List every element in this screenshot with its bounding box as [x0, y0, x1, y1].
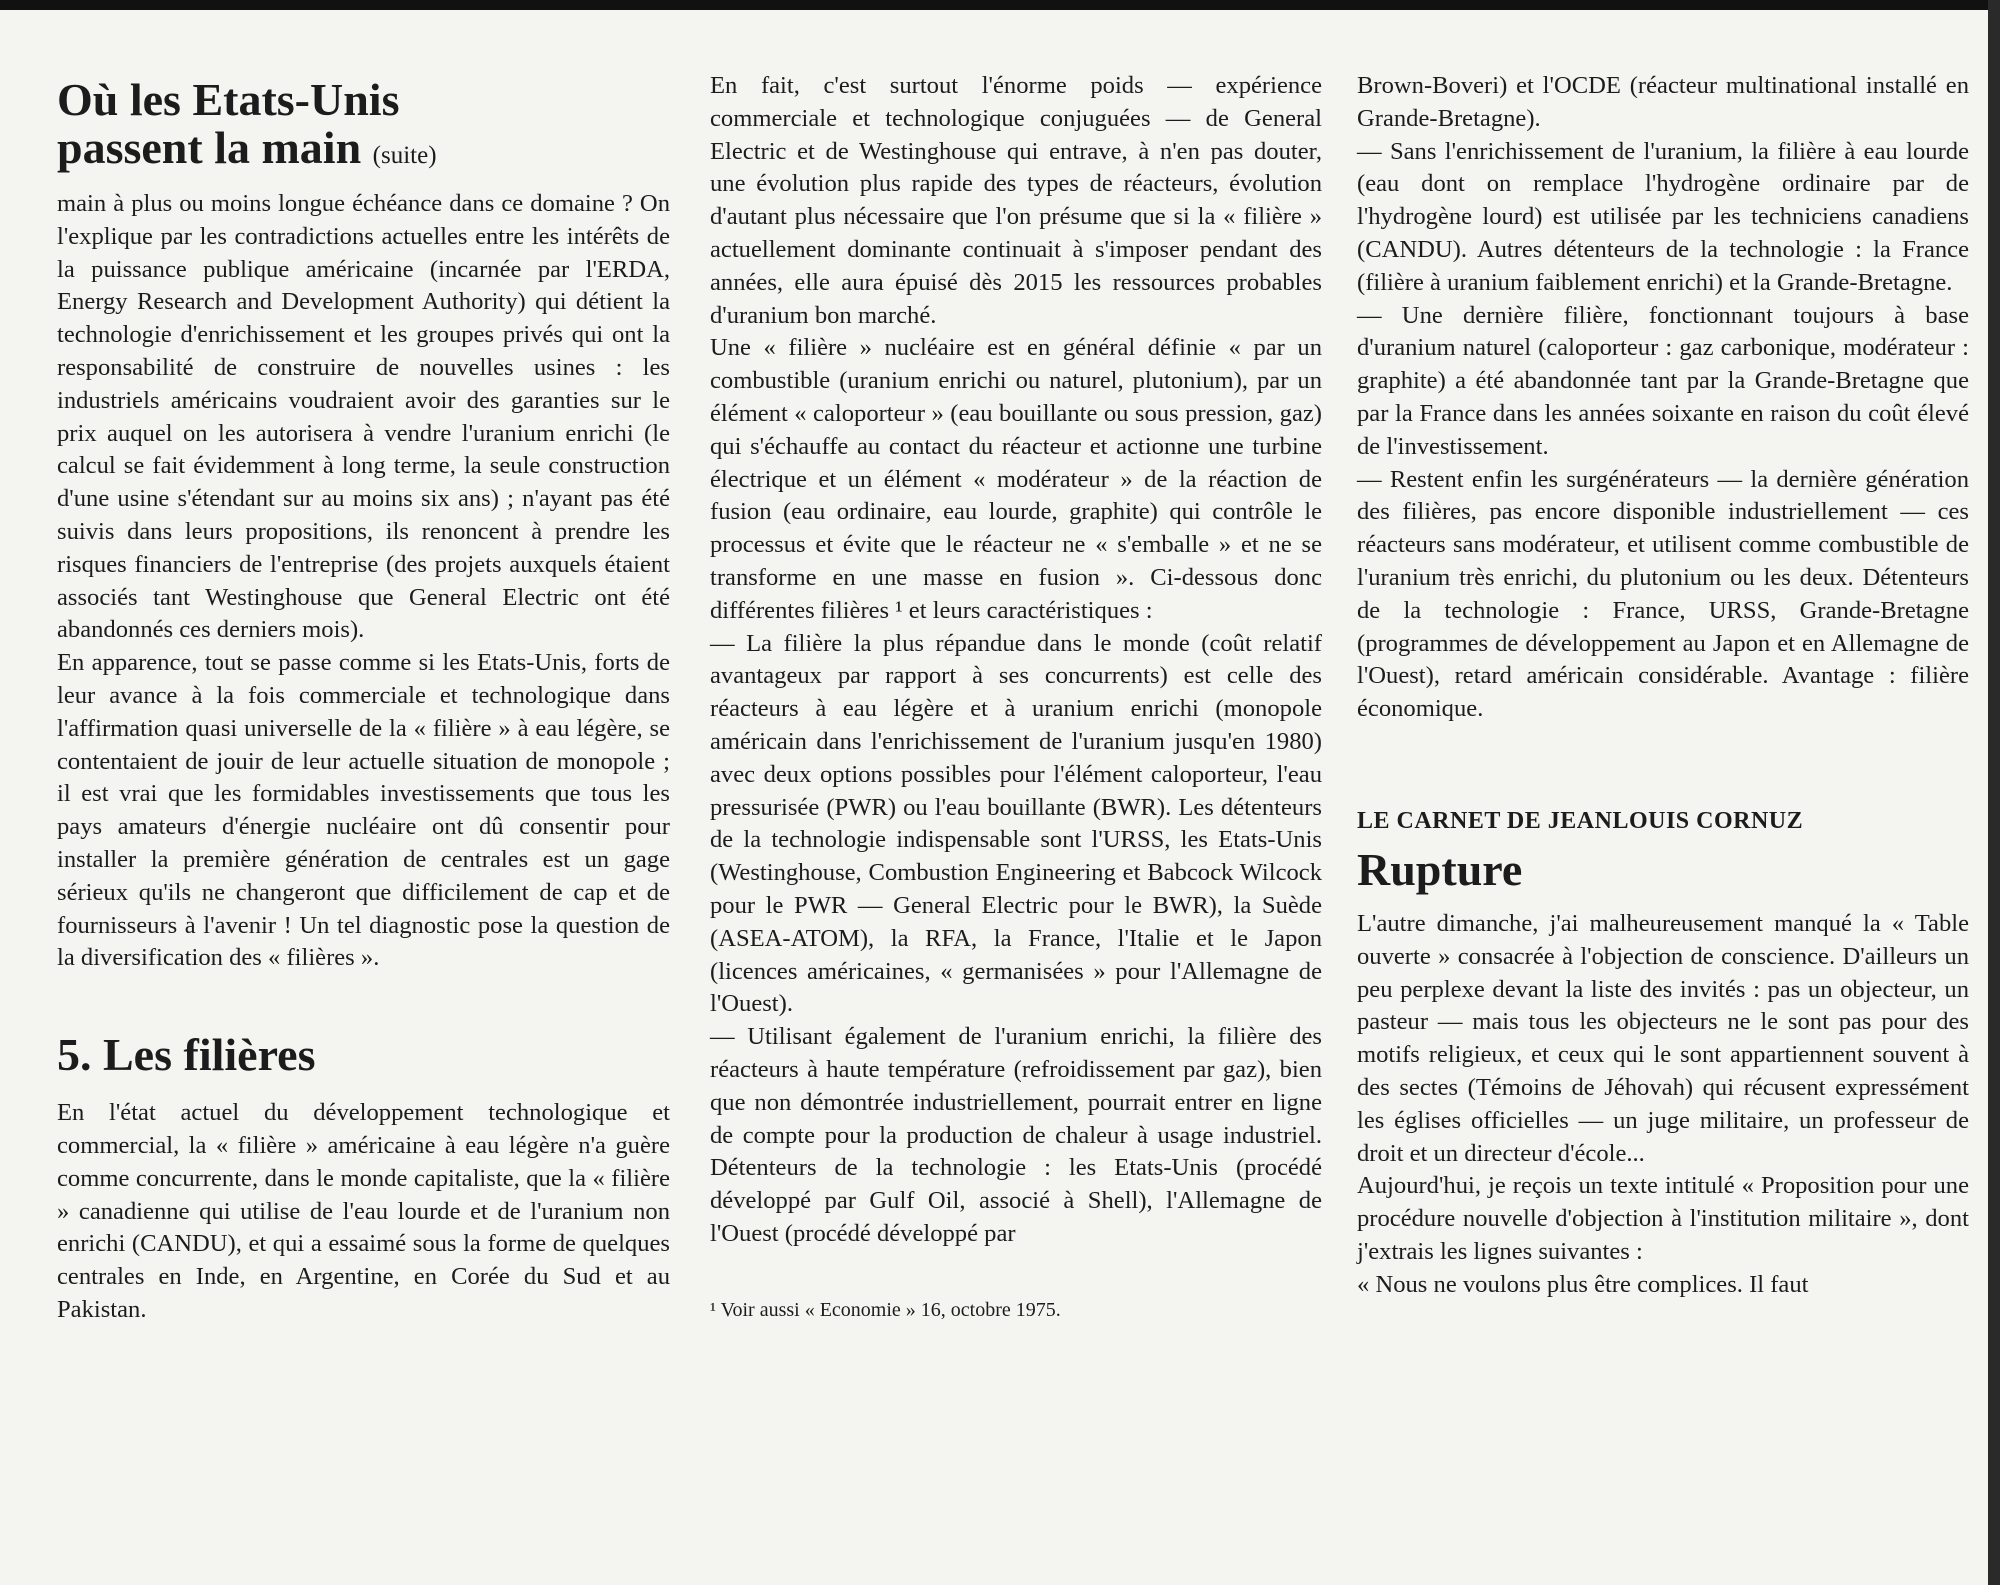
column-3: [1357, 70, 1969, 1302]
paragraph: main à plus ou moins longue échéance dans ce domaine ? On l'explique par les contradictions actuelles entre les intérêts de la puissance publique américaine (incarnée par l'ERDA, Energy Research and Development Authority) qui détient la technologie d'enrichissement et les groupes privés qui ont la responsabilité de construire de nouvelles usines : les industriels américains voudraient avoir des garanties sur le prix auquel on les autorisera à vendre l'uranium enrichi (le calcul se fait évidemment à long terme, la seule construction d'une usine s'étendant sur au moins six ans) ; n'ayant pas été suivis dans leurs propositions, ils renoncent à prendre les risques financiers de l'entreprise (des projets auxquels étaient associés tant Westinghouse que General Electric ont été abandonnés ces derniers mois).: [57, 190, 670, 644]
paragraph: Une « filière » nucléaire est en général définie « par un combustible (uranium enrichi ou naturel, plutonium), par un élément « caloporteur » (eau bouillante ou sous pression, gaz) qui s'échauffe au contact du réacteur et actionne une turbine électrique et un élément « modérateur » de la réaction de fusion (eau ordinaire, eau lourde, graphite) qui contrôle le processus et évite que le réacteur ne « s'emballe » et ne se transforme en une masse en fusion ». Ci-dessous donc différentes filières ¹ et leurs caractéristiques :: [710, 334, 1322, 624]
paragraph: — La filière la plus répandue dans le monde (coût relatif avantageux par rapport à ses concurrents) est celle des réacteurs à eau légère et à uranium enrichi (monopole américain dans l'enrichissement de l'uranium jusqu'en 1980) avec deux options possibles pour l'élément caloporteur, l'eau pressurisée (PWR) ou l'eau bouillante (BWR). Les détenteurs de la technologie indispensable sont l'URSS, les Etats-Unis (Westinghouse, Combustion Engineering et Babcock Wilcock pour le PWR — General Electric pour le BWR), la Suède (ASEA-ATOM), la RFA, la France, l'Italie et le Japon (licences américaines, « germanisées » pour l'Allemagne de l'Ouest).: [710, 629, 1322, 1018]
article-title-rupture: Rupture: [1357, 843, 1523, 895]
title-line-2: passent la main: [57, 122, 362, 173]
footnote: ¹ Voir aussi « Economie » 16, octobre 1975.: [710, 1298, 1061, 1321]
article-title: [57, 76, 670, 180]
paragraph: « Nous ne voulons plus être complices. Il faut: [1357, 1270, 1809, 1298]
column-1: [57, 70, 670, 1327]
page-edge: [1988, 0, 2000, 1585]
paragraph: Aujourd'hui, je reçois un texte intitulé « Proposition pour une procédure nouvelle d'objection à l'institution militaire », dont j'extrais les lignes suivantes :: [1357, 1172, 1969, 1265]
top-rule: [0, 0, 2000, 10]
title-line-1: Où les Etats-Unis: [57, 74, 400, 125]
paragraph: — Utilisant également de l'uranium enrichi, la filière des réacteurs à haute température (refroidissement par gaz), bien que non démontrée industriellement, pourrait entrer en ligne de compte pour la production de chaleur à usage industriel. Détenteurs de la technologie : les Etats-Unis (procédé développé par Gulf Oil, associé à Shell), l'Allemagne de l'Ouest (procédé développé par: [710, 1023, 1322, 1247]
column-kicker: LE CARNET DE JEANLOUIS CORNUZ: [1357, 807, 1804, 834]
paragraph: Brown-Boveri) et l'OCDE (réacteur multinational installé en Grande-Bretagne).: [1357, 72, 1969, 132]
paragraph: — Une dernière filière, fonctionnant toujours à base d'uranium naturel (caloporteur : gaz carbonique, modérateur : graphite) a été abandonnée tant par la Grande-Bretagne que par la France dans les années soixante en raison du coût élevé de l'investissement.: [1357, 301, 1969, 460]
paragraph: En fait, c'est surtout l'énorme poids — expérience commerciale et technologique conjuguées — de General Electric et de Westinghouse qui entrave, à n'en pas douter, une évolution plus rapide des types de réacteurs, évolution d'autant plus nécessaire que l'on présume que si la « filière » actuellement dominante continuait à s'imposer pendant des années, elle aura épuisé dès 2015 les ressources probables d'uranium bon marché.: [710, 72, 1322, 329]
paragraph: — Sans l'enrichissement de l'uranium, la filière à eau lourde (eau dont on remplace l'hydrogène ordinaire par de l'hydrogène lourd) est utilisée par les techniciens canadiens (CANDU). Autres détenteurs de la technologie : la France (filière à uranium faiblement enrichi) et la Grande-Bretagne.: [1357, 137, 1969, 296]
paragraph: En apparence, tout se passe comme si les Etats-Unis, forts de leur avance à la fois commerciale et technologique dans l'affirmation quasi universelle de la « filière » à eau légère, se contentaient de jouir de leur actuelle situation de monopole ; il est vrai que les formidables investissements que tous les pays amateurs d'énergie nucléaire ont dû consentir pour installer la première génération de centrales est un gage sérieux qu'ils ne changeront que difficilement de cap et de fournisseurs à l'avenir ! Un tel diagnostic pose la question de la diversification des « filières ».: [57, 649, 670, 972]
column-2: [710, 70, 1322, 1323]
section-title: 5. Les filières: [57, 1029, 316, 1081]
paragraph: En l'état actuel du développement technologique et commercial, la « filière » américaine à eau légère n'a guère comme concurrente, dans le monde capitaliste, que la « filière » canadienne qui utilise de l'eau lourde et de l'uranium non enrichi (CANDU), et qui a essaimé sous la forme de quelques centrales en Inde, en Argentine, en Corée du Sud et au Pakistan.: [57, 1099, 670, 1323]
paragraph: L'autre dimanche, j'ai malheureusement manqué la « Table ouverte » consacrée à l'objection de conscience. D'ailleurs un peu perplexe devant la liste des invités : pas un objecteur, un pasteur — mais tous les objecteurs ne le sont pas pour des motifs religieux, et ceux qui le sont appartiennent souvent à des sectes (Témoins de Jéhovah) qui récusent expressément les églises officielles — un juge militaire, un professeur de droit et un directeur d'école...: [1357, 909, 1969, 1167]
title-suite: (suite): [372, 142, 437, 169]
paragraph: — Restent enfin les surgénérateurs — la dernière génération des filières, pas encore disponible industriellement — ces réacteurs sans modérateur, et utilisent comme combustible de l'uranium très enrichi, du plutonium ou les deux. Détenteurs de la technologie : France, URSS, Grande-Bretagne (programmes de développement au Japon et en Allemagne de l'Ouest), retard américain considérable. Avantage : filière économique.: [1357, 465, 1969, 723]
